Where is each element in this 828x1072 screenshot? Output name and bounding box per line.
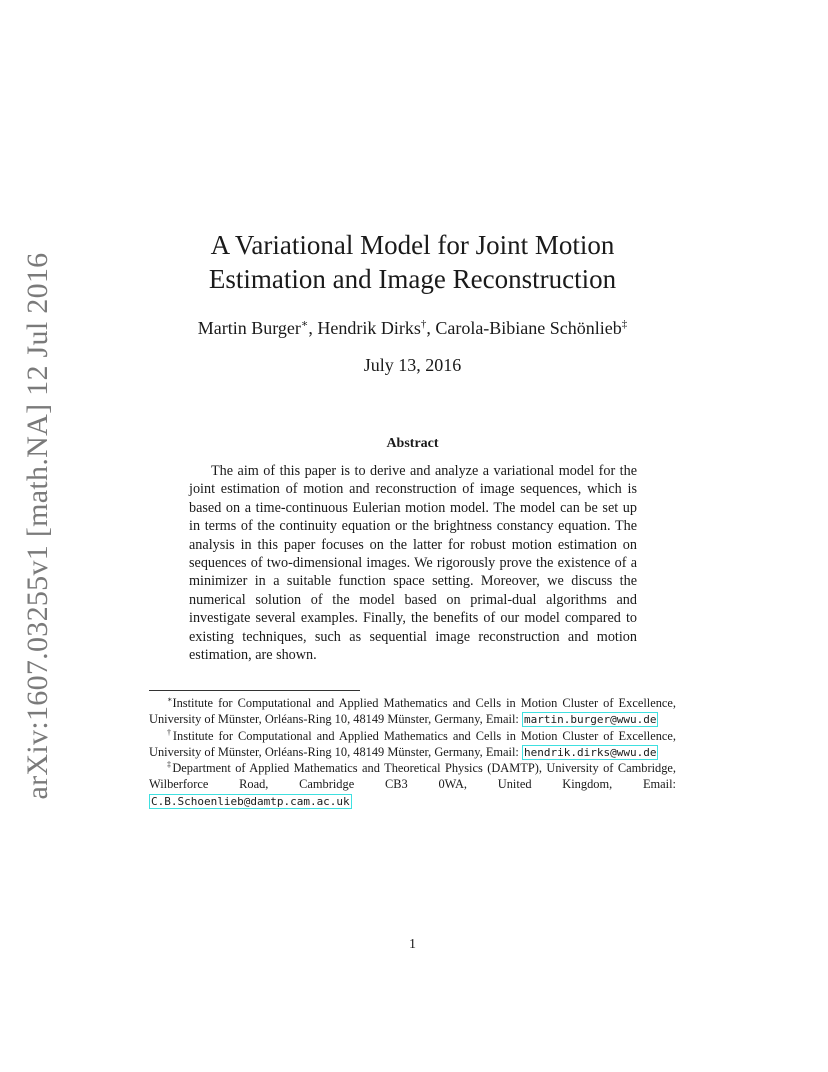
page-number: 1: [409, 937, 416, 952]
abstract-heading: Abstract: [386, 436, 439, 451]
author-name: Martin Burger: [197, 318, 301, 338]
email-link[interactable]: martin.burger@wwu.de: [523, 713, 657, 727]
footnotes: [149, 695, 676, 809]
author-list: Martin Burger∗, Hendrik Dirks†, Carola-Bibiane Schönlieb‡: [197, 318, 628, 338]
paper-title: [150, 228, 675, 296]
footnote-text: Institute for Computational and Applied Mathematics and Cells in Motion Cluster of Excellence, University of Münster, Orléans-Ring 10, 48149 Münster, Germany, Email:: [149, 728, 676, 759]
footnote-mark: †: [167, 727, 173, 737]
title-line-2: Estimation and Image Reconstruction: [208, 264, 617, 294]
footnote-text: Department of Applied Mathematics and Theoretical Physics (DAMTP), University of Cambridge, Wilberforce Road, Cambridge CB3 0WA, United Kingdom, Email:: [149, 761, 676, 792]
footnote: [149, 695, 676, 728]
footnote-mark: ‡: [167, 760, 173, 770]
email-link[interactable]: hendrik.dirks@wwu.de: [523, 745, 657, 759]
footnote: [149, 728, 676, 761]
title-line-1: A Variational Model for Joint Motion: [210, 230, 615, 260]
author-mark: †: [420, 318, 427, 330]
author-mark: ∗: [300, 318, 309, 330]
author-name: Carola-Bibiane Schönlieb: [435, 318, 622, 338]
email-link[interactable]: C.B.Schoenlieb@damtp.cam.ac.uk: [151, 794, 350, 808]
footnote-text: Institute for Computational and Applied Mathematics and Cells in Motion Cluster of Excellence, University of Münster, Orléans-Ring 10, 48149 Münster, Germany, Email:: [149, 696, 676, 727]
abstract-text: The aim of this paper is to derive and analyze a variational model for the joint estimation of motion and reconstruction of image sequences, which is based on a time-continuous Eulerian motion model. The model can be set up in terms of the continuity equation or the brightness constancy equation. The analysis in this paper focuses on the latter for robust motion estimation on sequences of two-dimensional images. We rigorously prove the existence of a minimizer in a suitable function space setting. Moreover, we discuss the numerical solution of the model based on primal-dual algorithms and investigate several examples. Finally, the benefits of our model compared to existing techniques, such as sequential image reconstruction and motion estimation, are shown.: [189, 463, 637, 664]
author-name: Hendrik Dirks: [317, 318, 421, 338]
paper-date: July 13, 2016: [363, 355, 462, 375]
footnote-rule: [149, 690, 360, 691]
author-mark: ‡: [621, 318, 628, 330]
footnote-mark: ∗: [167, 694, 173, 704]
footnote: [149, 760, 676, 809]
arxiv-side-stamp: arXiv:1607.03255v1 [math.NA] 12 Jul 2016: [21, 252, 54, 800]
